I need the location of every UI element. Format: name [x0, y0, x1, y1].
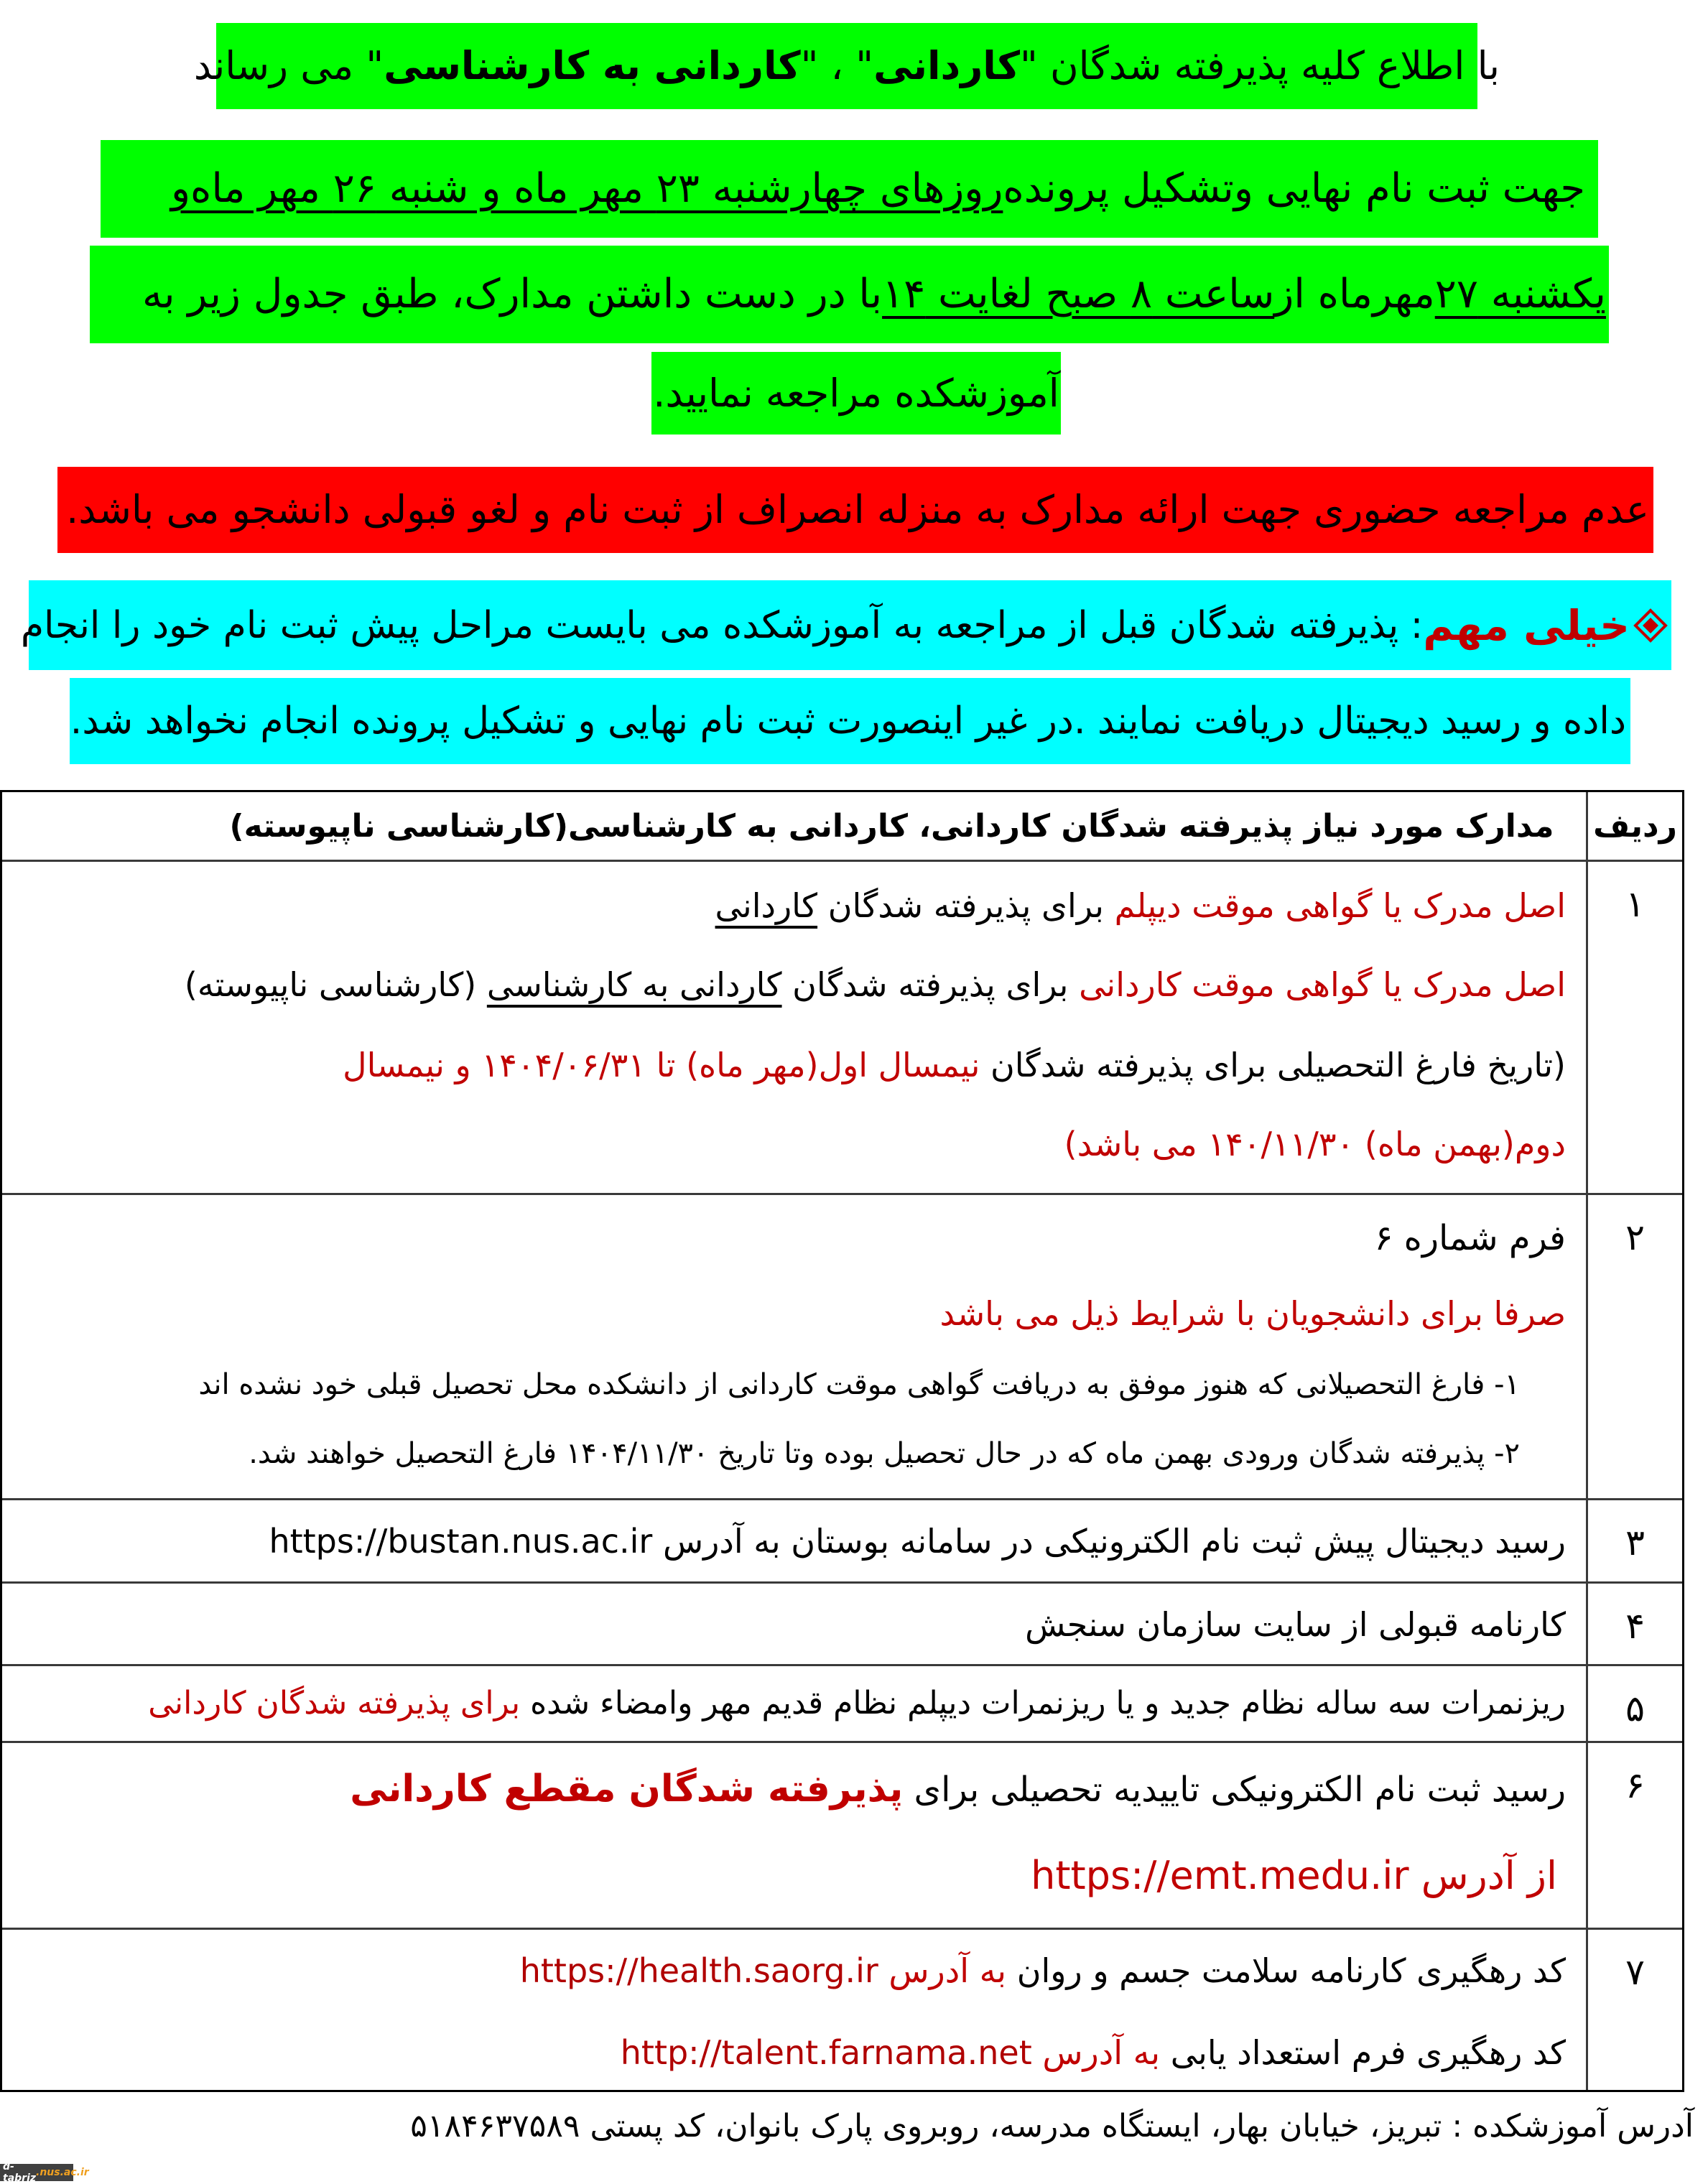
row-content — [2, 862, 1586, 1193]
row-7-line-1 — [519, 1951, 1566, 1990]
warning-banner — [57, 467, 1653, 553]
talent-link[interactable]: http://talent.farnama.net — [620, 2033, 1032, 2072]
notice-line-3-part: با در دست داشتن مدارک، طبق جدول زیر به — [142, 271, 883, 317]
health-link[interactable]: https://health.saorg.ir — [519, 1951, 878, 1990]
emt-link[interactable]: https://emt.medu.ir — [1031, 1853, 1409, 1898]
row-text: (کارشناسی ناپیوسته) — [184, 965, 487, 1004]
bustan-link[interactable]: https://bustan.nus.ac.ir — [269, 1522, 653, 1561]
kardani-certificate: اصل مدرک یا گواهی موقت کاردانی — [1079, 965, 1566, 1004]
row-text: رسید ثبت نام الکترونیکی تاییدیه تحصیلی برای — [903, 1770, 1566, 1810]
kardani-admitted: پذیرفته شدگان مقطع کاردانی — [350, 1767, 904, 1811]
table-row — [2, 1666, 1682, 1743]
notice-line-4-text: آموزشکده مراجعه نمایید. — [653, 370, 1059, 416]
row-text: رسید دیجیتال پیش ثبت نام الکترونیکی در سامانه بوستان به آدرس — [652, 1522, 1566, 1561]
condition-1: ۱- فارغ التحصیلانی که هنوز موفق به دریافت گواهی موقت کاردانی از دانشکده محل تحصیل قبلی خود نشده اند — [198, 1368, 1520, 1401]
important-text: : پذیرفته شدگان قبل از مراجعه به آموزشکده می بایست مراحل پیش ثبت نام خود را انجام — [20, 603, 1424, 647]
row-3-line — [269, 1522, 1566, 1561]
condition-note: صرفا برای دانشجویان با شرایط ذیل می باشد — [939, 1294, 1566, 1333]
row-text-red: به آدرس — [1031, 2033, 1161, 2072]
row-number: ۴ — [1586, 1584, 1682, 1664]
table-row — [2, 1584, 1682, 1666]
important-banner-2 — [70, 678, 1630, 764]
header-title: مدارک مورد نیاز پذیرفته شدگان کاردانی، کاردانی به کارشناسی(کارشناسی ناپیوسته) — [229, 807, 1554, 845]
important-text-2: داده و رسید دیجیتال دریافت نمایند .در غیر اینصورت ثبت نام نهایی و تشکیل پرونده انجام نخواهد شد. — [70, 700, 1626, 743]
row-number: ۷ — [1586, 1930, 1682, 2090]
notice-line-1 — [193, 23, 1500, 109]
row-number: ۶ — [1586, 1743, 1682, 1928]
notice-line-2-part: جهت ثبت نام نهایی وتشکیل پرونده — [1003, 165, 1585, 212]
notice-line-2-and: و — [170, 165, 191, 212]
row-number: ۲ — [1586, 1195, 1682, 1498]
row-7-line-2 — [620, 2033, 1566, 2072]
row-text: ریزنمرات سه ساله نظام جدید و یا ریزنمرات دیپلم نظام قدیم مهر وامضاء شده — [520, 1685, 1566, 1721]
watermark-part: .nus.ac.ir — [36, 2167, 89, 2178]
row-content — [2, 1584, 1586, 1664]
notice-line-2 — [101, 140, 1598, 238]
notice-kardani: کاردانی — [873, 43, 1020, 88]
row-number: ۳ — [1586, 1500, 1682, 1581]
notice-kardani-be-karshenasi: کاردانی به کارشناسی — [384, 43, 801, 88]
notice-line-3-part: مهرماه از — [1274, 271, 1435, 317]
notice-line-4 — [651, 352, 1061, 435]
row-5-red-text: برای پذیرفته شدگان کاردانی — [148, 1685, 521, 1721]
row-1-line-2 — [184, 965, 1566, 1004]
row-text: کد رهگیری کارنامه سلامت جسم و روان — [1006, 1951, 1566, 1990]
row-1-line-1 — [715, 886, 1566, 925]
row-text: برای پذیرفته شدگان — [817, 886, 1115, 925]
warning-text: عدم مراجعه حضوری جهت ارائه مدارک به منزله انصراف از ثبت نام و لغو قبولی دانشجو می باشد. — [66, 487, 1649, 532]
registration-dates: روزهای چهارشنبه ۲۳ مهر ماه و شنبه ۲۶ مهر ماه — [190, 165, 1003, 212]
condition-2: ۲- پذیرفته شدگان ورودی بهمن ماه که در حال تحصیل بوده وتا تاریخ ۱۴۰۴/۱۱/۳۰ فارغ التحصیل خواهند شد. — [249, 1437, 1520, 1470]
table-row — [2, 1500, 1682, 1584]
row-6-line-1 — [350, 1767, 1566, 1811]
notice-line-1-part: " می رساند — [193, 43, 384, 88]
school-address: آدرس آموزشکده : تبریز، خیابان بهار، ایستگاه مدرسه، روبروی پارک بانوان، کد پستی ۵۱۸۴۶۳۷۵۸۹ — [410, 2108, 1694, 2144]
kardani-be-karshenasi-underlined: کاردانی به کارشناسی — [486, 965, 782, 1004]
row-text-red: به آدرس — [878, 1951, 1007, 1990]
sunday-date: یکشنبه ۲۷ — [1434, 271, 1606, 317]
table-row — [2, 1930, 1682, 2090]
row-content — [2, 1666, 1586, 1741]
row-content — [2, 1500, 1586, 1581]
row-1-line-3 — [343, 1046, 1566, 1084]
table-row — [2, 1195, 1682, 1500]
watermark-part: d-tabriz — [3, 2161, 37, 2184]
row-text: (تاریخ فارغ التحصیلی برای پذیرفته شدگان — [980, 1046, 1566, 1084]
table-row — [2, 1743, 1682, 1930]
row-5-line — [148, 1685, 1566, 1721]
second-semester-date: دوم(بهمن ماه) ۱۴۰/۱۱/۳۰ می باشد) — [1064, 1125, 1566, 1163]
row-4-text: کارنامه قبولی از سایت سازمان سنجش — [1025, 1605, 1566, 1644]
row-number: ۵ — [1586, 1666, 1682, 1741]
first-semester-date: نیمسال اول(مهر ماه) تا ۱۴۰۴/۰۶/۳۱ و نیمسال — [343, 1046, 980, 1084]
notice-line-1-part: " ، " — [800, 43, 874, 88]
form-number: فرم شماره ۶ — [1374, 1218, 1566, 1258]
kardani-underlined: کاردانی — [715, 886, 818, 925]
diploma-certificate: اصل مدرک یا گواهی موقت دیپلم — [1114, 886, 1566, 925]
table-header — [2, 792, 1682, 862]
row-number: ۱ — [1586, 862, 1682, 1193]
row-content — [2, 1743, 1586, 1928]
documents-table — [0, 790, 1684, 2092]
row-content — [2, 1930, 1586, 2090]
row-text: برای پذیرفته شدگان — [781, 965, 1080, 1004]
header-row-number: ردیف — [1586, 792, 1682, 860]
notice-line-3 — [90, 246, 1609, 343]
diamond-icon — [1634, 609, 1667, 642]
row-6-line-2 — [1031, 1853, 1557, 1898]
row-text: کد رهگیری فرم استعداد یابی — [1160, 2033, 1566, 2072]
office-hours: ساعت ۸ صبح لغایت ۱۴ — [882, 271, 1275, 317]
watermark — [0, 2161, 89, 2184]
row-content — [2, 1195, 1586, 1498]
table-row — [2, 862, 1682, 1195]
important-banner-1 — [20, 580, 1671, 670]
notice-line-1-part: با اطلاع کلیه پذیرفته شدگان " — [1019, 43, 1500, 88]
row-text: از آدرس — [1408, 1853, 1557, 1898]
important-label: خیلی مهم — [1423, 600, 1630, 650]
